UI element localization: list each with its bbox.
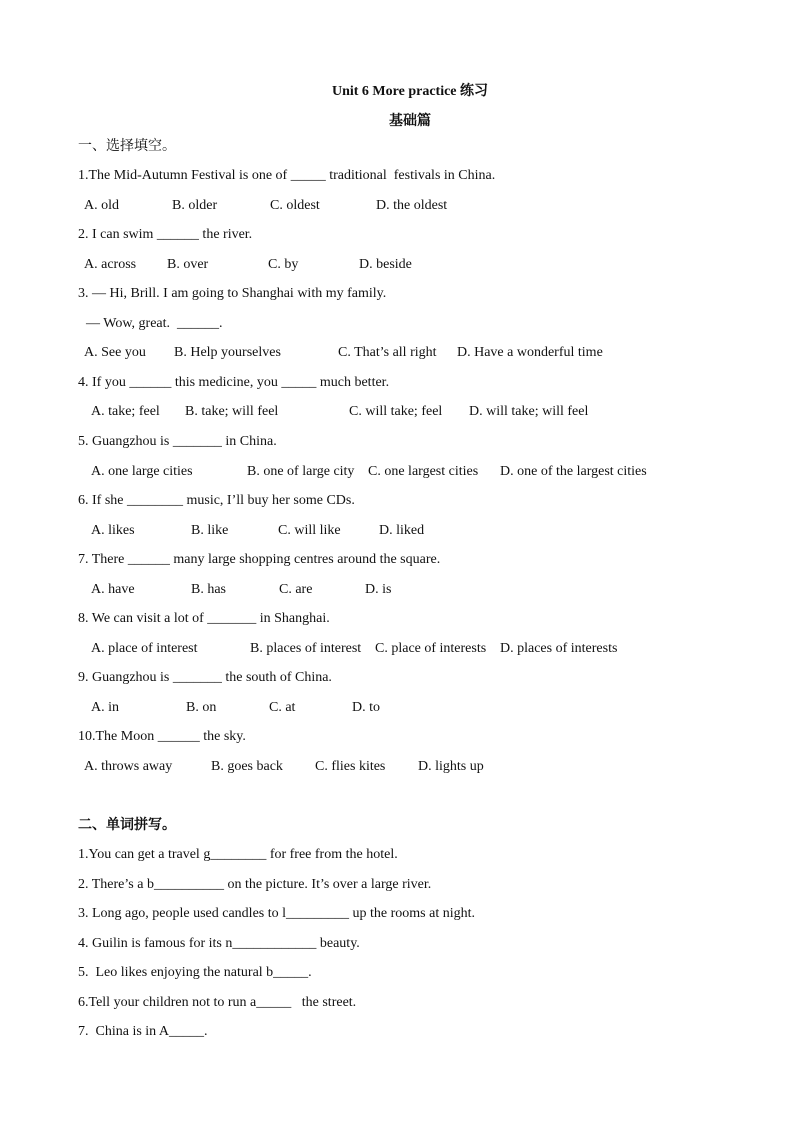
question-stem: 9. Guangzhou is _______ the south of China.: [78, 670, 332, 685]
option-d: D. liked: [379, 523, 425, 538]
question-stem: 5. Guangzhou is _______ in China.: [78, 434, 277, 449]
question-stem: 3. — Hi, Brill. I am going to Shanghai with my family.: [78, 286, 387, 301]
option-a: A. See you: [84, 345, 146, 360]
spelling-item: 3. Long ago, people used candles to l_________ up the rooms at night.: [78, 906, 475, 921]
option-a: A. likes: [91, 523, 135, 538]
option-b: B. older: [172, 198, 218, 213]
question-stem: 7. There ______ many large shopping centres around the square.: [78, 552, 441, 567]
spelling-item: 7. China is in A_____.: [78, 1024, 208, 1039]
option-c: C. one largest cities: [368, 464, 479, 479]
page-title: Unit 6 More practice 练习: [331, 84, 489, 99]
option-c: C. are: [279, 582, 313, 597]
question-stem: 6. If she ________ music, I’ll buy her some CDs.: [78, 493, 355, 508]
option-b: B. has: [191, 582, 226, 597]
spelling-item: 4. Guilin is famous for its n____________ beauty.: [78, 936, 360, 951]
option-b: B. on: [186, 700, 217, 715]
option-a: A. place of interest: [91, 641, 198, 656]
section2-heading: 二、单词拼写。: [78, 818, 176, 833]
option-d: D. places of interests: [500, 641, 618, 656]
option-d: D. the oldest: [376, 198, 448, 213]
option-c: C. place of interests: [375, 641, 487, 656]
option-b: B. places of interest: [250, 641, 362, 656]
option-d: D. lights up: [418, 759, 484, 774]
question-stem-reply: — Wow, great. ______.: [86, 316, 223, 331]
option-b: B. take; will feel: [185, 404, 279, 419]
question-stem: 4. If you ______ this medicine, you _____ much better.: [78, 375, 390, 390]
option-d: D. one of the largest cities: [500, 464, 647, 479]
question-stem: 8. We can visit a lot of _______ in Shanghai.: [78, 611, 330, 626]
option-a: A. have: [91, 582, 135, 597]
option-b: B. Help yourselves: [174, 345, 281, 360]
option-c: C. oldest: [270, 198, 320, 213]
option-a: A. one large cities: [91, 464, 193, 479]
option-b: B. one of large city: [247, 464, 355, 479]
spelling-item: 1.You can get a travel g________ for free from the hotel.: [78, 847, 398, 862]
option-c: C. will like: [278, 523, 341, 538]
spelling-item: 6.Tell your children not to run a_____ the street.: [78, 995, 357, 1010]
question-stem: 2. I can swim ______ the river.: [78, 227, 253, 242]
section1-heading: 一、选择填空。: [78, 139, 176, 154]
option-d: D. will take; will feel: [469, 404, 589, 419]
option-c: C. That’s all right: [338, 345, 437, 360]
option-a: A. take; feel: [91, 404, 160, 419]
option-c: C. at: [269, 700, 296, 715]
page-subtitle: 基础篇: [389, 114, 431, 129]
option-b: B. like: [191, 523, 229, 538]
option-a: A. old: [84, 198, 119, 213]
option-a: A. throws away: [84, 759, 173, 774]
question-stem: 10.The Moon ______ the sky.: [78, 729, 246, 744]
option-c: C. flies kites: [315, 759, 386, 774]
option-d: D. is: [365, 582, 392, 597]
spelling-item: 5. Leo likes enjoying the natural b_____.: [78, 965, 312, 980]
option-b: B. over: [167, 257, 209, 272]
option-c: C. by: [268, 257, 299, 272]
option-a: A. in: [91, 700, 119, 715]
option-b: B. goes back: [211, 759, 283, 774]
question-stem: 1.The Mid-Autumn Festival is one of _____ traditional festivals in China.: [78, 168, 496, 183]
option-d: D. beside: [359, 257, 412, 272]
spelling-item: 2. There’s a b__________ on the picture. It’s over a large river.: [78, 877, 432, 892]
option-d: D. to: [352, 700, 380, 715]
option-a: A. across: [84, 257, 137, 272]
option-c: C. will take; feel: [349, 404, 443, 419]
option-d: D. Have a wonderful time: [457, 345, 603, 360]
